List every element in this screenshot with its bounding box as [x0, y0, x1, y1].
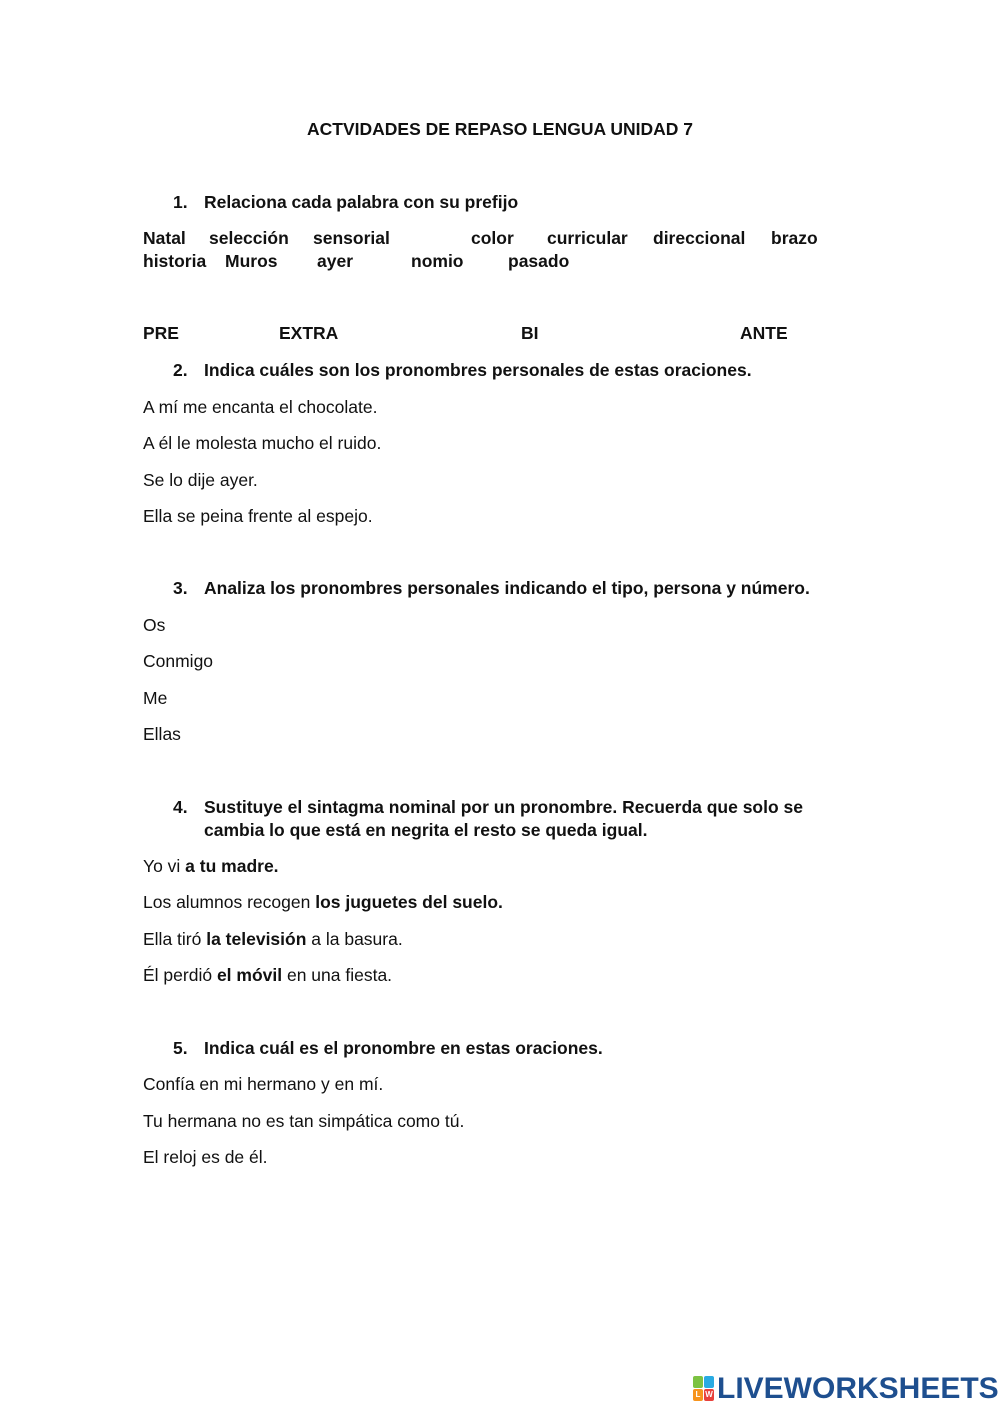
q4-sentence-plain: en una fiesta. [282, 965, 393, 985]
prefix-ante: ANTE [740, 323, 788, 343]
q4-sentence-plain: Los alumnos recogen [143, 892, 316, 912]
page-title: ACTVIDADES DE REPASO LENGUA UNIDAD 7 [306, 119, 693, 139]
q4-sentence-plain: Ella tiró [143, 929, 207, 949]
prefix-pre: PRE [143, 323, 179, 343]
prefix-bi: BI [521, 323, 539, 343]
q4-sentence [143, 858, 279, 876]
q5-sentence: El reloj es de él. [143, 1147, 268, 1167]
q2-sentence: Se lo dije ayer. [143, 470, 258, 490]
q4-sentence-plain: Yo vi [143, 856, 186, 876]
q5-sentence: Confía en mi hermano y en mí. [143, 1074, 384, 1094]
word-curricular: curricular [547, 228, 628, 248]
q2-sentence: A mí me encanta el chocolate. [143, 397, 378, 417]
logo-letter-w: W [705, 1390, 713, 1399]
q4-sentence-plain: a la basura. [306, 929, 403, 949]
question-1-text: Relaciona cada palabra con su prefijo [204, 192, 519, 212]
question-3-number: 3. [173, 578, 188, 598]
q4-sentence [143, 931, 403, 949]
q4-sentence-bold: los juguetes del suelo. [315, 892, 503, 912]
q4-sentence [143, 894, 503, 912]
question-4-number: 4. [173, 797, 188, 817]
word-pasado: pasado [508, 251, 570, 271]
q4-sentence-bold: el móvil [216, 965, 283, 985]
liveworksheets-logo[interactable] [693, 1374, 999, 1404]
question-5-number: 5. [173, 1038, 188, 1058]
q4-sentence-bold: la televisión [206, 929, 307, 949]
word-natal: Natal [143, 228, 186, 248]
question-2-text: Indica cuáles son los pronombres personales de estas oraciones. [204, 360, 752, 380]
word-brazo: brazo [771, 228, 818, 248]
word-color: color [471, 228, 514, 248]
liveworksheets-logo-icon [693, 1376, 715, 1402]
prefix-extra: EXTRA [279, 323, 339, 343]
liveworksheets-logo-text: LIVEWORKSHEETS [717, 1372, 999, 1405]
q3-pronoun: Me [143, 688, 168, 708]
word-sensorial: sensorial [313, 228, 390, 248]
word-ayer: ayer [317, 251, 354, 271]
q3-pronoun: Os [143, 615, 166, 635]
word-seleccion: selección [209, 228, 289, 248]
q4-sentence-bold: a tu madre. [185, 856, 279, 876]
question-1-number: 1. [173, 192, 188, 212]
q3-pronoun: Conmigo [143, 651, 214, 671]
question-4-text-line2: cambia lo que está en negrita el resto se queda igual. [204, 820, 648, 840]
word-historia: historia [143, 251, 207, 271]
word-nomio: nomio [411, 251, 464, 271]
q5-sentence: Tu hermana no es tan simpática como tú. [143, 1111, 465, 1131]
q2-sentence: Ella se peina frente al espejo. [143, 506, 373, 526]
q3-pronoun: Ellas [143, 724, 181, 744]
word-muros: Muros [225, 251, 278, 271]
question-5-text: Indica cuál es el pronombre en estas oraciones. [204, 1038, 603, 1058]
word-direccional: direccional [653, 228, 746, 248]
question-3-text: Analiza los pronombres personales indicando el tipo, persona y número. [204, 578, 810, 598]
q2-sentence: A él le molesta mucho el ruido. [143, 433, 382, 453]
q4-sentence-plain: Él perdió [143, 965, 217, 985]
q4-sentence [143, 967, 392, 985]
question-4-text-line1: Sustituye el sintagma nominal por un pronombre. Recuerda que solo se [204, 797, 803, 817]
question-2-number: 2. [173, 360, 188, 380]
logo-letter-l: L [693, 1389, 703, 1401]
